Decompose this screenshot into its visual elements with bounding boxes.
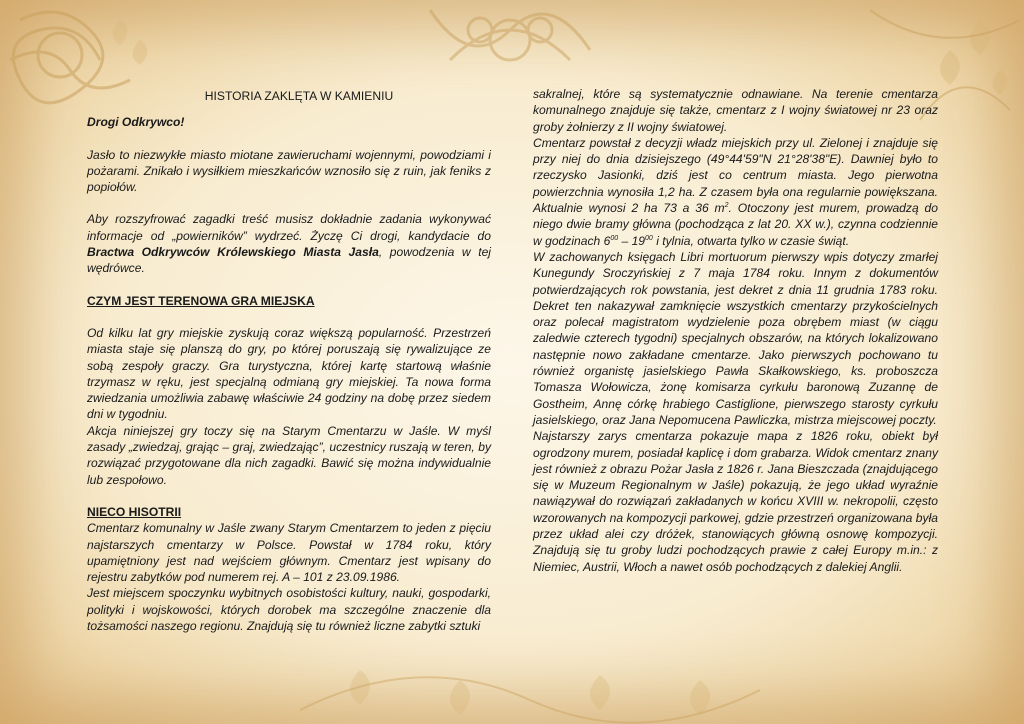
area-unit-superscript: 2 <box>724 202 729 210</box>
history-paragraph-2: Jest miejscem spoczynku wybitnych osobistości kultury, nauki, gospodarki, polityki i wojskowości, których dorobek ma szczególne znaczenie dla tożsamości naszego regionu. Znajdują się tu również liczne zabytki sztuki <box>87 586 491 634</box>
right-column <box>533 86 938 575</box>
instructions-text-end: , powodzenia w tej wędrówce. <box>87 245 491 276</box>
section-heading-history: NIECO HISOTRII <box>87 504 182 519</box>
greeting: Drogi Odkrywco! <box>87 115 185 130</box>
floral-ornament-bottom <box>300 630 760 724</box>
game-paragraph-1: Od kilku lat gry miejskie zyskują coraz większą popularność. Przestrzeń miasta staje się planszą do gry, po której poruszają się rywalizujące ze sobą zespoły graczy. Gra turystyczna, której kartę startową właśnie trzymasz w ręku, jest specjalną odmianą gry miejskiej. Ta nowa forma zwiedzania umożliwia zabawę właściwie 24 godziny na dobę przez siedem dni w tygodniu. <box>87 325 491 422</box>
instructions-text-start: Aby rozszyfrować zagadki treść musisz dokładnie zadania wykonywać informacje od „powierników” wydrzeć. Życzę Ci drogi, kandydacie do <box>87 212 491 243</box>
gates-text: . Otoczony jest murem, prowadzą do niego dwie bramy główna (pochodząca z lat 20. XX w.), czynna codziennie w godzinach 6 <box>533 201 938 248</box>
brotherhood-name: Bractwa Odkrywców Królewskiego Miasta Jasła <box>87 245 379 260</box>
instructions-paragraph <box>87 211 491 276</box>
right-paragraph-4: Najstarszy zarys cmentarza pokazuje mapa z 1826 roku, obiekt był ogrodzony murem, posiadał kaplicę i dom grabarza. Widok cmentarz znany jest również z obrazu Pożar Jasła z 1826 r. Jana Bieszczada (znajdującego się w Muzeum Regionalnym w Jaśle) pokazują, że jego układ wyraźnie nawiązywał do rozwiązań zakładanych w końcu XVIII w. nekropolii, często wzorowanych na kompozycji parkowej, gdzie przestrzeń organizowana była przez układ alei czy dróżek, stanowiących główną osnowę kompozycji. Znajdują się tu groby ludzi pochodzących prawie z całej Europy m.in.: z Niemiec, Austrii, Włoch a nawet osób pochodzących z dalekiej Anglii. <box>533 429 938 574</box>
celtic-knot-ornament-top-center <box>410 0 610 90</box>
right-paragraph-1: sakralnej, które są systematycznie odnawiane. Na terenie cmentarza komunalnego znajduje się także, cmentarz z I wojny światowej nr 23 oraz groby żołnierzy z II wojny światowej. <box>533 87 938 134</box>
hours-dash: – 19 <box>618 233 646 248</box>
intro-paragraph: Jasło to niezwykłe miasto miotane zawieruchami wojennymi, powodziami i pożarami. Znikało i wysiłkiem mieszkańców wznosiło się z ruin, jak feniks z popiołów. <box>87 147 491 195</box>
right-paragraph-3: W zachowanych księgach Libri mortuorum pierwszy wpis dotyczy zmarłej Kunegundy Sroczyńskiej z 7 maja 1784 roku. Innym z dokumentów potwierdzających rok powstania, jest dekret z dnia 11 grudnia 1783 roku. Dekret ten nakazywał zamknięcie wszystkich cmentarzy przykościelnych oraz polecał magistratom wydzielenie poza obrębem miast (w ciągu zaledwie czterech tygodni) specjalnych obszarów, na których lokalizowano następnie nowo zakładane cmentarze. Jako pierwszych pochowano tu również organistę jasielskiego Pawła Skałkowskiego, ks. proboszcza Tomasza Wołowicza, żonę komisarza cyrkułu baronową Zuzannę de Gostheim, Annę córkę hrabiego Castiglione, pierwszego starosty cyrkułu jasielskiego, oraz Jana Nepomucena Pawliczka, mistrza miejscowej poczty. <box>533 249 938 427</box>
history-paragraph-1: Cmentarz komunalny w Jaśle zwany Starym Cmentarzem to jeden z pięciu najstarszych cmentarzy w Polsce. Powstał w 1784 roku, który upamiętniony jest nad wejściem głównym. Cmentarz jest wpisany do rejestru zabytków pod numerem rej. A – 101 z 23.09.1986. <box>87 521 491 585</box>
back-gate-text: i tylnia, otwarta tylko w czasie świąt. <box>652 233 850 248</box>
opening-hour-superscript: 00 <box>610 234 619 242</box>
location-area-text: Cmentarz powstał z decyzji władz miejskich przy ul. Zielonej i znajduje się przy niej do dnia dzisiejszego (49°44'59"N 21°28'38"E). Dawniej było to rzeczysko Jasionki, dziś jest co centrum miasta. Jego pierwotna powierzchnia wynosiła 1,2 ha. Z czasem była ona regularnie powiększana. Aktualnie wynosi 2 ha 73 a 36 m <box>533 135 938 216</box>
right-paragraph-2 <box>533 135 938 249</box>
closing-hour-superscript: 00 <box>645 234 653 242</box>
document-title: HISTORIA ZAKLĘTA W KAMIENIU <box>204 89 394 103</box>
section-heading-game: CZYM JEST TERENOWA GRA MIEJSKA <box>87 293 315 308</box>
left-column <box>87 84 491 634</box>
game-paragraph-2: Akcja niniejszej gry toczy się na Starym Cmentarzu w Jaśle. W myśl zasady „zwiedzaj, grając – graj, zwiedzając”, uczestnicy ruszają w teren, by rozwiązać przygotowane dla nich zagadki. Bawić się można indywidualnie lub zespołowo. <box>87 423 491 487</box>
